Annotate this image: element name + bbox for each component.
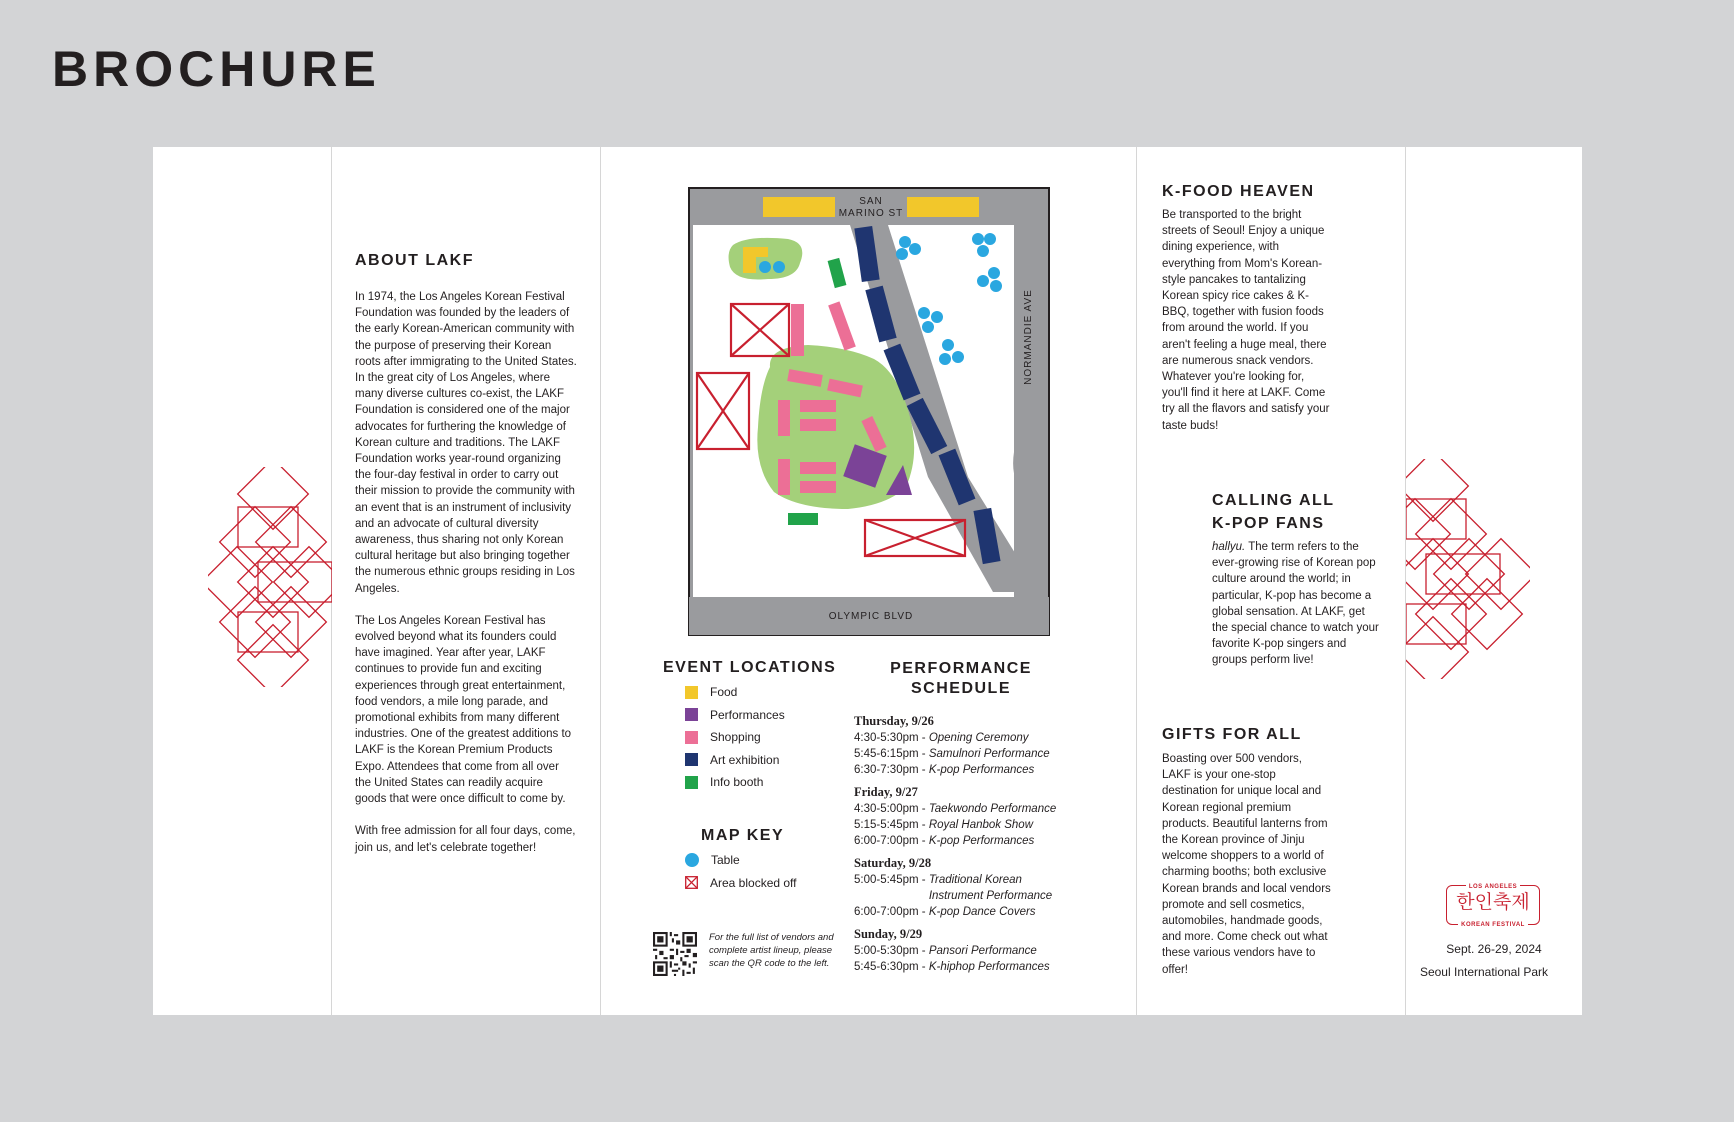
- map-table: [984, 233, 996, 245]
- map-shop-stall: [800, 400, 836, 412]
- logo-bottom-text: KOREAN FESTIVAL: [1458, 922, 1528, 928]
- schedule-event: 6:30-7:30pm - K-pop Performances: [854, 764, 1035, 776]
- lattice-motif-left-icon: [208, 467, 332, 687]
- brochure-sheet: [153, 147, 1582, 1015]
- map-key-table: Table: [685, 849, 797, 872]
- map-table: [990, 280, 1002, 292]
- map-table: [922, 321, 934, 333]
- map-key-legend: [685, 849, 797, 894]
- map-street-east: NORMANDIE AVE: [1023, 289, 1034, 385]
- schedule-day-label: Saturday, 9/28: [854, 856, 932, 870]
- legend-item-shopping: Shopping: [685, 726, 785, 749]
- legend-item-food: Food: [685, 681, 785, 704]
- lattice-motif-right-icon: [1406, 459, 1530, 679]
- schedule-heading-line1: PERFORMANCE: [890, 660, 1032, 677]
- logo-top-text: LOS ANGELES: [1466, 884, 1520, 890]
- map-lawn-small: [729, 238, 803, 280]
- schedule-day-label: Friday, 9/27: [854, 785, 918, 799]
- map-table: [972, 233, 984, 245]
- schedule-event: 5:45-6:15pm - Samulnori Performance: [854, 748, 1050, 760]
- info-swatch: [685, 776, 698, 789]
- panel-left-flap: [153, 147, 332, 1015]
- kpop-heading-line1: CALLING ALL: [1212, 492, 1335, 509]
- gifts-body: Boasting over 500 vendors, LAKF is your one-stop destination for unique local and Korean regional premium products. Beautiful lanterns from the Korean province of Jinju welcome shoppers to a world of charming booths; both exclusive Korean brands and local vendors promote and sell cosmetics, automobiles, handmade goods, and more. Come check out what these various vendors have to offer!: [1162, 753, 1331, 976]
- about-paragraph-1: In 1974, the Los Angeles Korean Festival Foundation was founded by the leaders of the early Korean-American community with the purpose of preserving their Korean roots after immigrating to the United States. In the great city of Los Angeles, where many diverse cultures co-exist, the LAKF Foundation is considered one of the major advocates for furthering the knowledge of Korean culture and traditions. The LAKF Foundation works year-round organizing the four-day festival in order to carry out their mission to provide the community with an event that is an instrument of inclusivity and an advocate of cultural diversity awareness, thus sharing not only Korean cultural heritage but also bringing together the numerous ethnic groups residing in Los Angeles.: [355, 291, 577, 595]
- schedule-day: [854, 713, 1134, 778]
- legend-item-art: Art exhibition: [685, 749, 785, 772]
- table-icon: [685, 853, 699, 867]
- about-paragraph-3: With free admission for all four days, come, join us, and let's celebrate together!: [355, 825, 576, 854]
- map-food-stall: [756, 247, 768, 257]
- schedule-heading-line2: SCHEDULE: [910, 680, 1011, 697]
- panel-map: [601, 147, 1137, 1015]
- schedule-event: 5:00-5:30pm - Pansori Performance: [854, 945, 1037, 957]
- art-swatch: [685, 753, 698, 766]
- schedule-event: 6:00-7:00pm - K-pop Performances: [854, 835, 1035, 847]
- map-food-stall: [907, 197, 979, 217]
- performances-swatch: [685, 708, 698, 721]
- schedule-day: [854, 784, 1134, 849]
- map-table: [773, 261, 785, 273]
- map-street-north-line1: SAN: [859, 196, 883, 207]
- map-table: [977, 245, 989, 257]
- map-table: [896, 248, 908, 260]
- shopping-swatch: [685, 731, 698, 744]
- map-table: [939, 353, 951, 365]
- logo-korean-text: 한인축제: [1456, 892, 1530, 913]
- kfood-body: Be transported to the bright streets of Seoul! Enjoy a unique dining experience, with everything from Mom's Korean-style pancakes to tantalizing Korean spicy rice cakes & K-BBQ, together with fusion foods from around the world. If you aren't feeling a huge meal, there are numerous snack vendors. Whatever you're looking for, you'll find it here at LAKF. Come try all the flavors and satisfy your taste buds!: [1162, 209, 1330, 432]
- kfood-heading: K-FOOD HEAVEN: [1162, 183, 1315, 200]
- legend-item-performances: Performances: [685, 704, 785, 727]
- map-key-heading: MAP KEY: [701, 827, 785, 844]
- map-table: [952, 351, 964, 363]
- map-table: [942, 339, 954, 351]
- map-street-south: OLYMPIC BLVD: [828, 611, 914, 622]
- panel-about: [332, 147, 601, 1015]
- about-body: [355, 289, 577, 856]
- schedule-day: [854, 855, 1134, 920]
- schedule-list: [854, 713, 1134, 981]
- map-normandie-road: [1014, 225, 1048, 597]
- map-info-booth: [788, 513, 818, 525]
- schedule-event: 4:30-5:00pm - Taekwondo Performance: [854, 803, 1057, 815]
- panel-cover: [1406, 147, 1582, 1015]
- festival-logo: [1446, 884, 1540, 928]
- kpop-heading-line2: K-POP FANS: [1212, 515, 1325, 532]
- qr-code-icon[interactable]: [653, 932, 697, 976]
- schedule-day-label: Sunday, 9/29: [854, 927, 923, 941]
- panel-features: [1137, 147, 1406, 1015]
- about-heading: ABOUT LAKF: [355, 252, 474, 269]
- schedule-day-label: Thursday, 9/26: [854, 714, 934, 728]
- map-shop-stall: [800, 462, 836, 474]
- map-table: [909, 243, 921, 255]
- food-swatch: [685, 686, 698, 699]
- festival-dates: Sept. 26-29, 2024: [1446, 942, 1542, 956]
- map-shop-stall: [800, 419, 836, 431]
- festival-venue: Seoul International Park: [1419, 965, 1549, 979]
- map-key-blocked: Area blocked off: [685, 872, 797, 895]
- qr-note: For the full list of vendors and complete artist lineup, please scan the QR code to the left.: [709, 932, 834, 969]
- map-table: [759, 261, 771, 273]
- map-table: [977, 275, 989, 287]
- schedule-event: 4:30-5:30pm - Opening Ceremony: [854, 732, 1029, 744]
- map-table: [899, 236, 911, 248]
- legend-item-info: Info booth: [685, 771, 785, 794]
- schedule-day: [854, 926, 1134, 975]
- map-shop-stall: [778, 459, 790, 495]
- about-paragraph-2: The Los Angeles Korean Festival has evolved beyond what its founders could have imagined. Year after year, LAKF continues to provide fun and exciting experiences through great entertainment, food vendors, a mile long parade, and promotional exhibits from many different industries. One of the greatest additions to LAKF is the Korean Premium Products Expo. Attendees that come from all over the United States can readily acquire goods that were once difficult to come by.: [355, 614, 572, 806]
- map-table: [988, 267, 1000, 279]
- festival-map: [688, 187, 1050, 636]
- kpop-heading: [1212, 489, 1335, 535]
- map-table: [931, 311, 943, 323]
- event-locations-legend: [685, 681, 785, 794]
- schedule-event: 5:15-5:45pm - Royal Hanbok Show: [854, 819, 1034, 831]
- map-shop-stall: [800, 481, 836, 493]
- map-table: [918, 307, 930, 319]
- gifts-heading: GIFTS FOR ALL: [1162, 726, 1302, 743]
- schedule-heading: [851, 659, 1071, 699]
- blocked-area-icon: [685, 876, 698, 889]
- schedule-event: 5:45-6:30pm - K-hiphop Performances: [854, 961, 1050, 973]
- schedule-event: 5:00-5:45pm - Traditional Korean Instrument Performance: [854, 874, 1053, 902]
- page-title: BROCHURE: [52, 41, 381, 97]
- map-food-stall: [743, 247, 756, 273]
- event-locations-heading: EVENT LOCATIONS: [663, 659, 837, 676]
- map-food-stall: [763, 197, 835, 217]
- schedule-event: 6:00-7:00pm - K-pop Dance Covers: [854, 906, 1036, 918]
- map-shop-stall: [778, 400, 790, 436]
- kpop-body: hallyu. The term refers to the ever-growing rise of Korean pop culture around the world; in particular, K-pop has become a global sensation. At LAKF, get the special chance to watch your favorite K-pop singers and groups perform live!: [1212, 541, 1379, 667]
- map-street-north-line2: MARINO ST: [838, 208, 904, 219]
- map-shop-stall: [791, 304, 804, 356]
